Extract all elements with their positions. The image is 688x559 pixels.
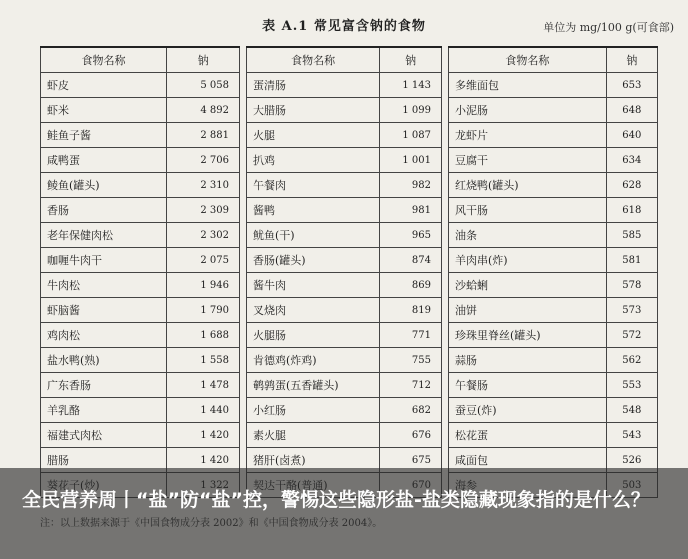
sodium-value-cell: 712	[380, 373, 442, 398]
sodium-value-cell: 1 420	[167, 448, 240, 473]
sodium-value-cell: 682	[380, 398, 442, 423]
table-row	[247, 323, 442, 348]
food-name-cell: 鲮鱼(罐头)	[41, 173, 167, 198]
sodium-value-cell: 526	[606, 448, 657, 473]
food-name-cell: 虾米	[41, 98, 167, 123]
header-food-name: 食物名称	[41, 47, 167, 73]
food-name-cell: 鱿鱼(干)	[247, 223, 380, 248]
table-row	[449, 173, 658, 198]
sodium-value-cell: 648	[606, 98, 657, 123]
sodium-value-cell: 4 892	[167, 98, 240, 123]
table-row	[41, 323, 240, 348]
food-name-cell: 鸡肉松	[41, 323, 167, 348]
food-name-cell: 风干肠	[449, 198, 607, 223]
sodium-value-cell: 2 302	[167, 223, 240, 248]
table-row	[41, 273, 240, 298]
sodium-value-cell: 981	[380, 198, 442, 223]
food-name-cell: 鹌鹑蛋(五香罐头)	[247, 373, 380, 398]
table-row	[247, 348, 442, 373]
sodium-value-cell: 548	[606, 398, 657, 423]
table-row	[247, 248, 442, 273]
sodium-value-cell: 653	[606, 73, 657, 98]
food-name-cell: 沙蛤蜊	[449, 273, 607, 298]
sodium-value-cell: 1 688	[167, 323, 240, 348]
table-row	[41, 223, 240, 248]
table-row	[449, 73, 658, 98]
sodium-table-column-2	[246, 46, 442, 498]
header-sodium: 钠	[606, 47, 657, 73]
food-name-cell: 油饼	[449, 298, 607, 323]
food-name-cell: 蒜肠	[449, 348, 607, 373]
sodium-value-cell: 585	[606, 223, 657, 248]
food-name-cell: 珍珠里脊丝(罐头)	[449, 323, 607, 348]
table-row	[41, 348, 240, 373]
food-name-cell: 羊肉串(炸)	[449, 248, 607, 273]
table-row	[41, 148, 240, 173]
sodium-value-cell: 676	[380, 423, 442, 448]
table-row	[247, 223, 442, 248]
sodium-table-column-1	[40, 46, 240, 498]
sodium-value-cell: 5 058	[167, 73, 240, 98]
table-row	[247, 298, 442, 323]
sodium-value-cell: 982	[380, 173, 442, 198]
sodium-value-cell: 553	[606, 373, 657, 398]
sodium-value-cell: 819	[380, 298, 442, 323]
table-row	[41, 198, 240, 223]
table-row	[247, 198, 442, 223]
food-name-cell: 香肠(罐头)	[247, 248, 380, 273]
table-row	[41, 173, 240, 198]
food-name-cell: 肯德鸡(炸鸡)	[247, 348, 380, 373]
food-name-cell: 酱鸭	[247, 198, 380, 223]
header-sodium: 钠	[380, 47, 442, 73]
food-name-cell: 蛋清肠	[247, 73, 380, 98]
table-row	[41, 423, 240, 448]
table-row	[247, 423, 442, 448]
food-name-cell: 酱牛肉	[247, 273, 380, 298]
sodium-value-cell: 965	[380, 223, 442, 248]
sodium-value-cell: 578	[606, 273, 657, 298]
table-row	[41, 373, 240, 398]
food-name-cell: 多维面包	[449, 73, 607, 98]
table-row	[449, 423, 658, 448]
food-name-cell: 腊肠	[41, 448, 167, 473]
sodium-value-cell: 640	[606, 123, 657, 148]
table-row	[247, 123, 442, 148]
sodium-value-cell: 628	[606, 173, 657, 198]
sodium-value-cell: 581	[606, 248, 657, 273]
header-food-name: 食物名称	[449, 47, 607, 73]
article-caption: 全民营养周丨“盐”防“盐”控，警惕这些隐形盐-盐类隐藏现象指的是什么？	[22, 489, 650, 511]
table-row	[41, 73, 240, 98]
food-name-cell: 扒鸡	[247, 148, 380, 173]
table-header-row	[449, 47, 658, 73]
sodium-value-cell: 543	[606, 423, 657, 448]
table-row	[247, 273, 442, 298]
table-row	[449, 198, 658, 223]
food-name-cell: 老年保健肉松	[41, 223, 167, 248]
sodium-value-cell: 874	[380, 248, 442, 273]
sodium-value-cell: 1 001	[380, 148, 442, 173]
sodium-value-cell: 2 706	[167, 148, 240, 173]
food-name-cell: 油条	[449, 223, 607, 248]
food-name-cell: 小红肠	[247, 398, 380, 423]
table-title: 表 A.1 常见富含钠的食物	[262, 19, 426, 34]
sodium-value-cell: 634	[606, 148, 657, 173]
table-header-row	[41, 47, 240, 73]
table-row	[41, 298, 240, 323]
sodium-table-group	[40, 46, 658, 488]
food-name-cell: 火腿肠	[247, 323, 380, 348]
sodium-value-cell: 1 143	[380, 73, 442, 98]
sodium-value-cell: 2 075	[167, 248, 240, 273]
table-row	[247, 398, 442, 423]
table-row	[449, 123, 658, 148]
food-name-cell: 豆腐干	[449, 148, 607, 173]
food-name-cell: 午餐肉	[247, 173, 380, 198]
food-name-cell: 红烧鸭(罐头)	[449, 173, 607, 198]
sodium-value-cell: 675	[380, 448, 442, 473]
table-row	[449, 223, 658, 248]
table-row	[449, 398, 658, 423]
header-sodium: 钠	[167, 47, 240, 73]
sodium-value-cell: 2 310	[167, 173, 240, 198]
food-name-cell: 虾脑酱	[41, 298, 167, 323]
food-name-cell: 羊乳酪	[41, 398, 167, 423]
table-row	[247, 148, 442, 173]
sodium-value-cell: 1 087	[380, 123, 442, 148]
food-name-cell: 虾皮	[41, 73, 167, 98]
table-row	[449, 273, 658, 298]
table-row	[449, 298, 658, 323]
table-row	[247, 373, 442, 398]
table-row	[449, 248, 658, 273]
food-name-cell: 叉烧肉	[247, 298, 380, 323]
table-header-row	[247, 47, 442, 73]
table-row	[247, 98, 442, 123]
sodium-value-cell: 869	[380, 273, 442, 298]
sodium-value-cell: 572	[606, 323, 657, 348]
food-name-cell: 龙虾片	[449, 123, 607, 148]
sodium-value-cell: 1 440	[167, 398, 240, 423]
table-row	[449, 373, 658, 398]
food-name-cell: 盐水鸭(熟)	[41, 348, 167, 373]
food-name-cell: 广东香肠	[41, 373, 167, 398]
sodium-value-cell: 755	[380, 348, 442, 373]
food-name-cell: 松花蛋	[449, 423, 607, 448]
sodium-value-cell: 618	[606, 198, 657, 223]
food-name-cell: 咖喱牛肉干	[41, 248, 167, 273]
food-name-cell: 素火腿	[247, 423, 380, 448]
sodium-value-cell: 1 478	[167, 373, 240, 398]
header-food-name: 食物名称	[247, 47, 380, 73]
table-row	[41, 248, 240, 273]
table-row	[41, 98, 240, 123]
food-name-cell: 火腿	[247, 123, 380, 148]
food-name-cell: 午餐肠	[449, 373, 607, 398]
food-name-cell: 鲑鱼子酱	[41, 123, 167, 148]
table-row	[41, 398, 240, 423]
food-name-cell: 大腊肠	[247, 98, 380, 123]
sodium-value-cell: 562	[606, 348, 657, 373]
table-row	[449, 98, 658, 123]
table-row	[449, 148, 658, 173]
sodium-value-cell: 1 946	[167, 273, 240, 298]
table-row	[41, 123, 240, 148]
food-name-cell: 咸面包	[449, 448, 607, 473]
table-row	[247, 173, 442, 198]
food-name-cell: 小泥肠	[449, 98, 607, 123]
unit-label: 单位为 mg/100 g(可食部)	[543, 21, 674, 34]
sodium-value-cell: 1 790	[167, 298, 240, 323]
table-row	[449, 348, 658, 373]
sodium-value-cell: 1 558	[167, 348, 240, 373]
food-name-cell: 咸鸭蛋	[41, 148, 167, 173]
food-name-cell: 猪肝(卤煮)	[247, 448, 380, 473]
food-name-cell: 牛肉松	[41, 273, 167, 298]
table-row	[449, 323, 658, 348]
sodium-value-cell: 771	[380, 323, 442, 348]
food-name-cell: 香肠	[41, 198, 167, 223]
sodium-value-cell: 2 309	[167, 198, 240, 223]
table-row	[247, 73, 442, 98]
food-name-cell: 福建式肉松	[41, 423, 167, 448]
sodium-value-cell: 1 099	[380, 98, 442, 123]
sodium-value-cell: 2 881	[167, 123, 240, 148]
food-name-cell: 蚕豆(炸)	[449, 398, 607, 423]
sodium-value-cell: 1 420	[167, 423, 240, 448]
sodium-value-cell: 573	[606, 298, 657, 323]
sodium-table-column-3	[448, 46, 658, 498]
